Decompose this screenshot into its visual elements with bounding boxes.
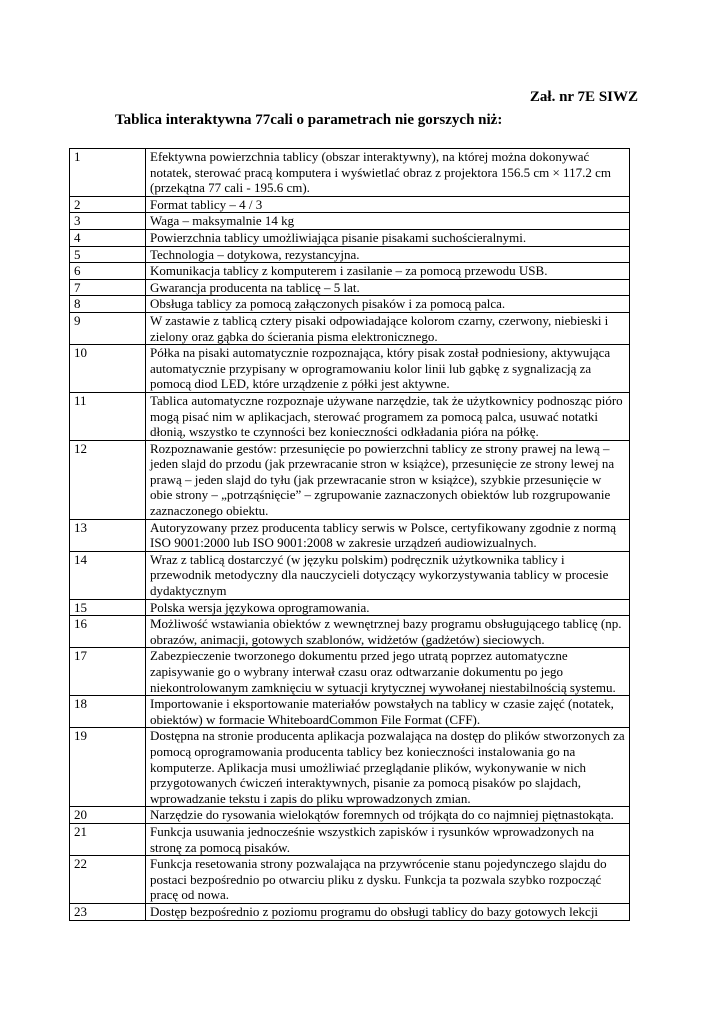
- table-row: [70, 213, 630, 230]
- row-description: Możliwość wstawiania obiektów z wewnętrznej bazy programu obsługującego tablicę (np. obrazów, animacji, gotowych szablonów, widżetów (gadżetów) sieciowych.: [146, 616, 630, 648]
- table-row: [70, 296, 630, 313]
- row-number: 3: [70, 213, 146, 230]
- row-number: 6: [70, 263, 146, 280]
- row-description: Komunikacja tablicy z komputerem i zasilanie – za pomocą przewodu USB.: [146, 263, 630, 280]
- table-row: [70, 519, 630, 551]
- table-row: [70, 229, 630, 246]
- row-number: 5: [70, 246, 146, 263]
- row-number: 23: [70, 903, 146, 920]
- row-description: Powierzchnia tablicy umożliwiająca pisanie pisakami suchościeralnymi.: [146, 229, 630, 246]
- attachment-label: Zał. nr 7E SIWZ: [529, 89, 638, 105]
- row-number: 8: [70, 296, 146, 313]
- table-row: [70, 149, 630, 197]
- table-row: [70, 312, 630, 344]
- table-row: [70, 345, 630, 393]
- row-number: 22: [70, 856, 146, 904]
- table-row: [70, 246, 630, 263]
- table-row: [70, 440, 630, 519]
- row-description: Dostęp bezpośrednio z poziomu programu do obsługi tablicy do bazy gotowych lekcji: [146, 903, 630, 920]
- table-row: [70, 696, 630, 728]
- row-description: Wraz z tablicą dostarczyć (w języku polskim) podręcznik użytkownika tablicy i przewodnik metodyczny dla nauczycieli dotyczący wykorzystywania tablicy w procesie dydaktycznym: [146, 551, 630, 599]
- table-row: [70, 616, 630, 648]
- table-row: [70, 392, 630, 440]
- specification-table: [69, 148, 630, 921]
- row-description: Format tablicy – 4 / 3: [146, 196, 630, 213]
- table-row: [70, 599, 630, 616]
- row-number: 16: [70, 616, 146, 648]
- row-number: 2: [70, 196, 146, 213]
- row-description: Autoryzowany przez producenta tablicy serwis w Polsce, certyfikowany zgodnie z normą ISO 9001:2000 lub ISO 9001:2008 w zakresie urządzeń audiowizualnych.: [146, 519, 630, 551]
- row-number: 12: [70, 440, 146, 519]
- row-description: Importowanie i eksportowanie materiałów powstałych na tablicy w czasie zajęć (notatek, obiektów) w formacie WhiteboardCommon File Format (CFF).: [146, 696, 630, 728]
- specification-table-body: [70, 149, 630, 921]
- row-number: 9: [70, 312, 146, 344]
- row-description: Zabezpieczenie tworzonego dokumentu przed jego utratą poprzez automatyczne zapisywanie go o wybrany interwał czasu oraz odtwarzanie dokumentu po jego niekontrolowanym zamknięciu w sytuacji krytycznej wywołanej niestabilnością systemu.: [146, 648, 630, 696]
- row-description: Funkcja usuwania jednocześnie wszystkich zapisków i rysunków wprowadzonych na stronę za pomocą pisaków.: [146, 823, 630, 855]
- table-row: [70, 903, 630, 920]
- row-description: Efektywna powierzchnia tablicy (obszar interaktywny), na której można dokonywać notatek, sterować pracą komputera i wyświetlać obraz z projektora 156.5 cm × 117.2 cm (przekątna 77 cali - 195.6 cm).: [146, 149, 630, 197]
- row-description: Funkcja resetowania strony pozwalająca na przywrócenie stanu pojedynczego slajdu do postaci bezpośrednio po otwarciu pliku z dysku. Funkcja ta pozwala szybko rozpocząć pracę od nowa.: [146, 856, 630, 904]
- row-number: 4: [70, 229, 146, 246]
- row-description: Waga – maksymalnie 14 kg: [146, 213, 630, 230]
- table-row: [70, 279, 630, 296]
- table-row: [70, 807, 630, 824]
- table-row: [70, 648, 630, 696]
- row-number: 15: [70, 599, 146, 616]
- row-number: 13: [70, 519, 146, 551]
- table-row: [70, 196, 630, 213]
- row-description: Dostępna na stronie producenta aplikacja pozwalająca na dostęp do plików stworzonych za pomocą oprogramowania producenta tablicy bez konieczności instalowania go na komputerze. Aplikacja musi umożliwiać przeglądanie plików, wykonywanie w nich przygotowanych ćwiczeń interaktywnych, pisanie za pomocą pisaków po slajdach, wprowadzanie tekstu i zapis do pliku wprowadzonych zmian.: [146, 728, 630, 807]
- row-number: 10: [70, 345, 146, 393]
- document-title: Tablica interaktywna 77cali o parametrach nie gorszych niż:: [115, 112, 503, 128]
- row-description: Półka na pisaki automatycznie rozpoznająca, który pisak został podniesiony, aktywująca automatycznie przypisany w oprogramowaniu kolor linii lub gąbkę z sygnalizacją za pomocą diod LED, które urządzenie z półki jest aktywne.: [146, 345, 630, 393]
- table-row: [70, 551, 630, 599]
- row-description: Narzędzie do rysowania wielokątów foremnych od trójkąta do co najmniej piętnastokąta.: [146, 807, 630, 824]
- row-number: 18: [70, 696, 146, 728]
- table-row: [70, 263, 630, 280]
- row-number: 11: [70, 392, 146, 440]
- row-description: Polska wersja językowa oprogramowania.: [146, 599, 630, 616]
- row-description: Technologia – dotykowa, rezystancyjna.: [146, 246, 630, 263]
- row-description: Obsługa tablicy za pomocą załączonych pisaków i za pomocą palca.: [146, 296, 630, 313]
- row-description: Tablica automatyczne rozpoznaje używane narzędzie, tak że użytkownicy podnosząc pióro mogą pisać nim w aplikacjach, sterować programem za pomocą palca, usuwać notatki dłonią, wszystko te czynności bez konieczności odkładania pióra na półkę.: [146, 392, 630, 440]
- row-description: Rozpoznawanie gestów: przesunięcie po powierzchni tablicy ze strony prawej na lewą – jeden slajd do przodu (jak przewracanie stron w książce), przesunięcie ze strony lewej na prawą – jeden slajd do tyłu (jak przewracanie stron w książce), szybkie przesunięcie w obie strony – „potrząśnięcie” – zgrupowanie zaznaczonych obiektów lub rozgrupowanie zaznaczonego obiektu.: [146, 440, 630, 519]
- row-number: 20: [70, 807, 146, 824]
- row-number: 7: [70, 279, 146, 296]
- row-number: 19: [70, 728, 146, 807]
- table-row: [70, 728, 630, 807]
- row-description: Gwarancja producenta na tablicę – 5 lat.: [146, 279, 630, 296]
- table-row: [70, 823, 630, 855]
- table-row: [70, 856, 630, 904]
- row-number: 14: [70, 551, 146, 599]
- row-number: 21: [70, 823, 146, 855]
- row-number: 1: [70, 149, 146, 197]
- row-description: W zastawie z tablicą cztery pisaki odpowiadające kolorom czarny, czerwony, niebieski i zielony oraz gąbka do ścierania pisma elektronicznego.: [146, 312, 630, 344]
- row-number: 17: [70, 648, 146, 696]
